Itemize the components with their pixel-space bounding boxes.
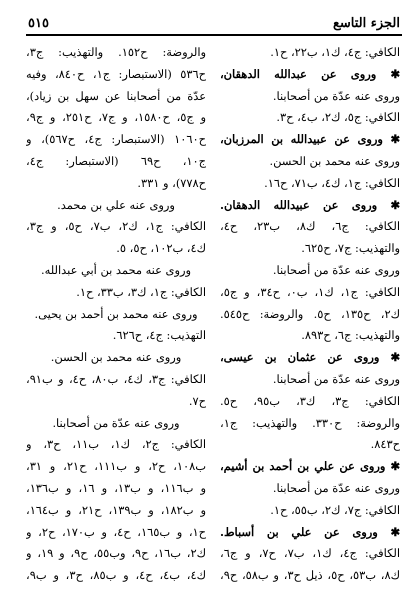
text-columns: [26, 42, 400, 603]
text-line: الكافي: ج٥، ك٢، ب٤، ح٣.: [276, 110, 400, 125]
text-line: الكافي: ج٤، ك١، ب٧، ح٧، و ج٦،: [220, 546, 400, 561]
text-line: والتهذيب: ج٧، ح٦٢٥.: [301, 241, 400, 256]
text-line: ✱ وروى عن علي بن أحمد بن أشيم،: [220, 459, 400, 474]
header-rule: [26, 34, 402, 36]
text-line: ك٢، ح١٣٥، ح٥. والروضة: ح٥٤٥.: [220, 306, 400, 321]
page-header: [28, 14, 400, 32]
text-line: ك٨، ب٥٣، ح٥، ذيل ح٣، و ب٥٨، ح٩،: [220, 568, 400, 583]
text-line: ح١٠٦٠ (الاستبصار: ج٤، ح٥٦٧)، و: [26, 132, 206, 147]
page-number: ٥١٥: [28, 15, 49, 31]
text-line: الكافي: ج١، ك٣، ب٣٣، ح١.: [76, 284, 206, 299]
text-line: وروى عنه عدّة من أصحابنا.: [272, 371, 400, 386]
text-line: وروى عنه محمد بن أحمد بن يحيى.: [34, 306, 198, 321]
text-line: ح٧٧٨)، و ٣٣١.: [137, 175, 206, 190]
text-line: الكافي: ج١، ك٢، ب٧، ح٥، و ج٣،: [26, 219, 206, 234]
running-title: الجزء التاسع: [332, 15, 400, 31]
text-line: ح٨٤٣.: [370, 437, 400, 452]
text-line: وروى عنه محمد بن أبي عبدالله.: [41, 262, 191, 277]
text-line: ✱ وروى عن علي بن أسباط.: [220, 524, 400, 539]
text-line: و ب١٨٢، و ب١٣٩، ح٢١، و ب١٦٤،: [26, 502, 206, 517]
text-line: وروى عنه عدّة من أصحابنا.: [272, 88, 400, 103]
left-column: [26, 42, 206, 603]
text-line: ج١٠، ح٦٩ (الاستبصار: ج٤،: [26, 153, 206, 168]
text-line: الكافي: ج٧، ك٢، ب٥٥، ح١.: [270, 502, 400, 517]
text-line: وروى عنه عدّة من أصحابنا.: [272, 262, 400, 277]
text-line: ك٤، ب١٠٢، ح٥، ٥.: [116, 241, 206, 256]
text-line: ك٤، ب٤، ح٤، و ب٨٥، ح٣، و ب٩،: [26, 568, 206, 583]
text-line: الكافي: ج٣، ك٣، ب٩٥، ح٥.: [220, 393, 400, 408]
text-line: ✱ وروى عن عثمان بن عيسى،: [220, 350, 400, 365]
text-line: ب١٠٨، ح٢، و ب١١١، ح٢١، و ٣١،: [26, 459, 206, 474]
text-line: وروى عنه عدّة من أصحابنا.: [272, 480, 400, 495]
text-line: والروضة: ح٣٣٠. والتهذيب: ج١،: [220, 415, 400, 430]
text-line: وروى عنه محمد بن الحسن.: [269, 153, 400, 168]
text-line: الكافي: ج٤، ك١، ب٢٢، ح١.: [270, 45, 400, 59]
text-line: والتهذيب: ج٦، ح٨٩٣.: [301, 328, 400, 343]
text-line: عدّة من أصحابنا عن سهل بن زياد)،: [26, 88, 206, 103]
text-line: ح١، و ب١٦٥، ح٤، و ب١٧٠، ح٢، و: [26, 524, 206, 539]
text-line: الكافي: ج٣، ك٤، ب٨٠، ح٤، و ب٩١،: [26, 371, 206, 386]
text-line: التهذيب: ج٤، ح٦٢٦.: [112, 328, 206, 343]
text-line: الكافي: ج٢، ك١، ب١١، ح٣، و: [26, 437, 206, 452]
text-line: ك٢، ب١٦، ح٩، وب٥٥، ح٩، و ١٩، و: [26, 546, 206, 561]
text-line: وروى عنه عدّة من أصحابنا.: [52, 415, 180, 430]
right-column: [220, 42, 400, 603]
text-line: و ج٥، ح١٥٨٠، و ج٧، ح٢٥١، و ج٩،: [26, 110, 206, 125]
text-line: و ب١١٦، و ب١٣، و ١٦، و ب١٣٦،: [26, 480, 206, 495]
text-line: الكافي: ج١، ك١، ب٠، ح٣٤، و ج٥،: [220, 284, 400, 299]
text-line: وروى عنه محمد بن الحسن.: [50, 350, 182, 365]
text-line: ✱ وروى عن عبيدالله بن المرزبان،: [220, 132, 400, 147]
text-line: ✱ وروى عن عبيدالله الدهقان.: [220, 197, 400, 212]
text-line: ح٥٣٦ (الاستبصار: ج١، ح٨٤٠، وفيه: [26, 66, 206, 81]
text-line: ح٧.: [188, 393, 206, 408]
text-line: ✱ وروى عن عبدالله الدهقان،: [220, 66, 400, 81]
text-line: الكافي: ج٦، ك٨، ب٢٣، ح٤،: [220, 219, 400, 234]
text-line: وروى عنه علي بن محمد.: [57, 197, 175, 212]
text-line: والروضة: ح١٥٢. والتهذيب: ج٣،: [26, 45, 206, 59]
text-line: الكافي: ج١، ك٤، ب٧١، ح١٦.: [264, 175, 400, 190]
